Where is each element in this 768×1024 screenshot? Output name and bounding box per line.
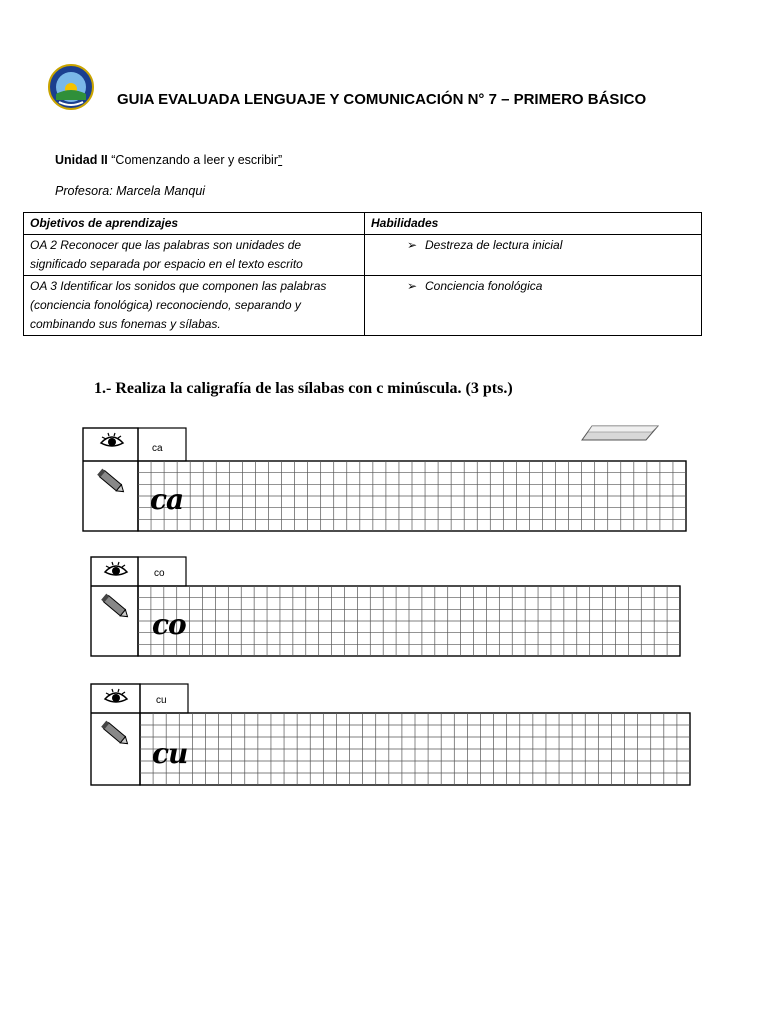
pencil-icon xyxy=(100,719,132,754)
syllable-label: ca xyxy=(152,443,163,454)
arrow-bullet-icon: ➢ xyxy=(406,238,417,252)
writing-grid xyxy=(90,556,680,656)
syllable-label: co xyxy=(154,568,165,579)
table-row xyxy=(24,276,702,336)
objective-cell: OA 3 Identificar los sonidos que componen las palabras (conciencia fonológica) reconociendo, separando y combinando sus fonemas y sílabas. xyxy=(24,276,365,336)
skill-cell xyxy=(365,235,702,276)
unit-name: “Comenzando a leer y escribir xyxy=(111,153,278,167)
skill-text: Destreza de lectura inicial xyxy=(425,238,563,252)
table-row xyxy=(24,235,702,276)
eye-icon xyxy=(98,429,126,456)
eye-icon xyxy=(102,558,130,585)
page-title: GUIA EVALUADA LENGUAJE Y COMUNICACIÓN N° 7 – PRIMERO BÁSICO xyxy=(117,91,647,108)
objective-cell: OA 2 Reconocer que las palabras son unidades de significado separada por espacio en el texto escrito xyxy=(24,235,365,276)
skill-text: Conciencia fonológica xyxy=(425,279,543,293)
skills-header: Habilidades xyxy=(365,213,702,235)
pencil-icon xyxy=(100,592,132,627)
calligraphy-block xyxy=(90,556,680,656)
unit-line xyxy=(55,153,282,167)
unit-label: Unidad II xyxy=(55,153,112,167)
syllable-label: cu xyxy=(156,695,167,706)
school-logo xyxy=(48,64,94,110)
table-header-row xyxy=(24,213,702,235)
calligraphy-block xyxy=(82,427,686,531)
cursive-model: co xyxy=(152,608,186,641)
arrow-bullet-icon: ➢ xyxy=(406,279,417,293)
pencil-icon xyxy=(96,467,128,502)
exercise-title: 1.- Realiza la caligrafía de las sílabas con c minúscula. (3 pts.) xyxy=(94,380,513,397)
objectives-header: Objetivos de aprendizajes xyxy=(24,213,365,235)
cursive-model: ca xyxy=(150,483,184,516)
calligraphy-block xyxy=(90,683,690,785)
skill-cell xyxy=(365,276,702,336)
objectives-table xyxy=(23,212,702,336)
cursive-model: cu xyxy=(152,737,188,770)
eye-icon xyxy=(102,685,130,712)
teacher-line: Profesora: Marcela Manqui xyxy=(55,184,206,198)
grid-lines xyxy=(91,557,680,656)
unit-close-quote: ” xyxy=(278,153,283,167)
